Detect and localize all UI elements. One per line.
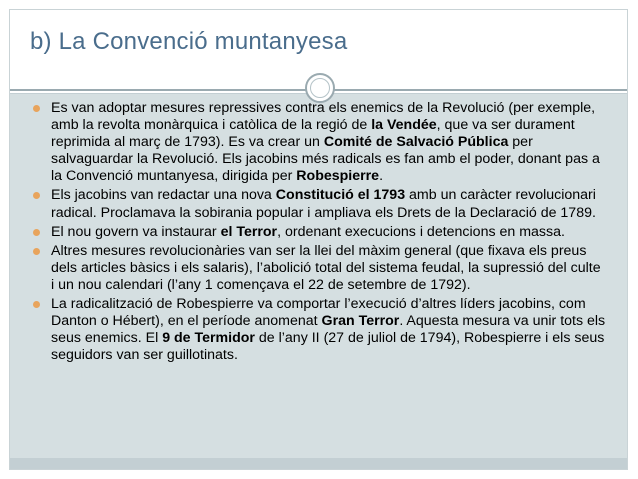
bullet-text-bold: Robespierre: [296, 168, 380, 185]
bullet-icon: [33, 192, 40, 199]
bullet-text: , ordenant execucions i detencions en massa.: [277, 223, 565, 240]
bullet-list: [32, 100, 607, 366]
bullet-text-bold: Comité de Salvació Pública: [323, 134, 509, 151]
bullet-item: [32, 187, 607, 221]
bullet-text-bold: Constitució el 1793: [275, 187, 406, 204]
bullet-text: Els jacobins van redactar una nova: [51, 187, 276, 204]
bullet-text: .: [379, 168, 384, 185]
slide-title: b) La Convenció muntanyesa: [30, 28, 348, 55]
bullet-text: amb un caràcter revolucionari radical. Proclamava la sobirania popular i ampliava els Drets de la Declaració de 1789.: [51, 187, 596, 221]
bullet-text-bold: la Vendée: [371, 117, 437, 134]
bullet-item: [32, 243, 607, 294]
bullet-text: per salvaguardar la Revolució. Els jacobins més radicals es fan amb el poder, donant pas a la Convenció muntanyesa, dirigida per: [51, 134, 600, 185]
bullet-text: , que va ser durament reprimida al març de 1793). Es va crear un: [51, 117, 575, 151]
bullet-icon: [33, 301, 40, 308]
bullet-text-bold: el Terror: [220, 223, 278, 240]
bullet-text: Es van adoptar mesures repressives contra els enemics de la Revolució (per exemple, amb la revolta monàrquica i catòlica de la regió de: [51, 100, 596, 134]
bullet-text: . Aquesta mesura va unir tots els seus enemics. El: [51, 313, 606, 347]
bullet-item: [32, 224, 607, 241]
bullet-text-bold: 9 de Termidor: [162, 330, 255, 347]
bullet-text-bold: Gran Terror: [321, 313, 400, 330]
bullet-icon: [33, 229, 40, 236]
bullet-text: El nou govern va instaurar: [51, 223, 221, 240]
bullet-item: [32, 296, 607, 364]
bullet-text: Altres mesures revolucionàries van ser la llei del màxim general (que fixava els preus dels articles bàsics i els salaris), l’abolició total del sistema feudal, la supressió del culte i un nou calendari (l’any 1 començava el 22 de setembre de 1792).: [51, 242, 601, 293]
bullet-icon: [33, 248, 40, 255]
bullet-text: La radicalització de Robespierre va comportar l’execució d’altres líders jacobins, com Danton o Hébert), en el període anomenat: [51, 296, 586, 330]
bullet-text: de l’any II (27 de juliol de 1794), Robespierre i els seus seguidors van ser guillotinats.: [51, 330, 605, 364]
bullet-icon: [33, 105, 40, 112]
bullet-item: [32, 100, 607, 185]
